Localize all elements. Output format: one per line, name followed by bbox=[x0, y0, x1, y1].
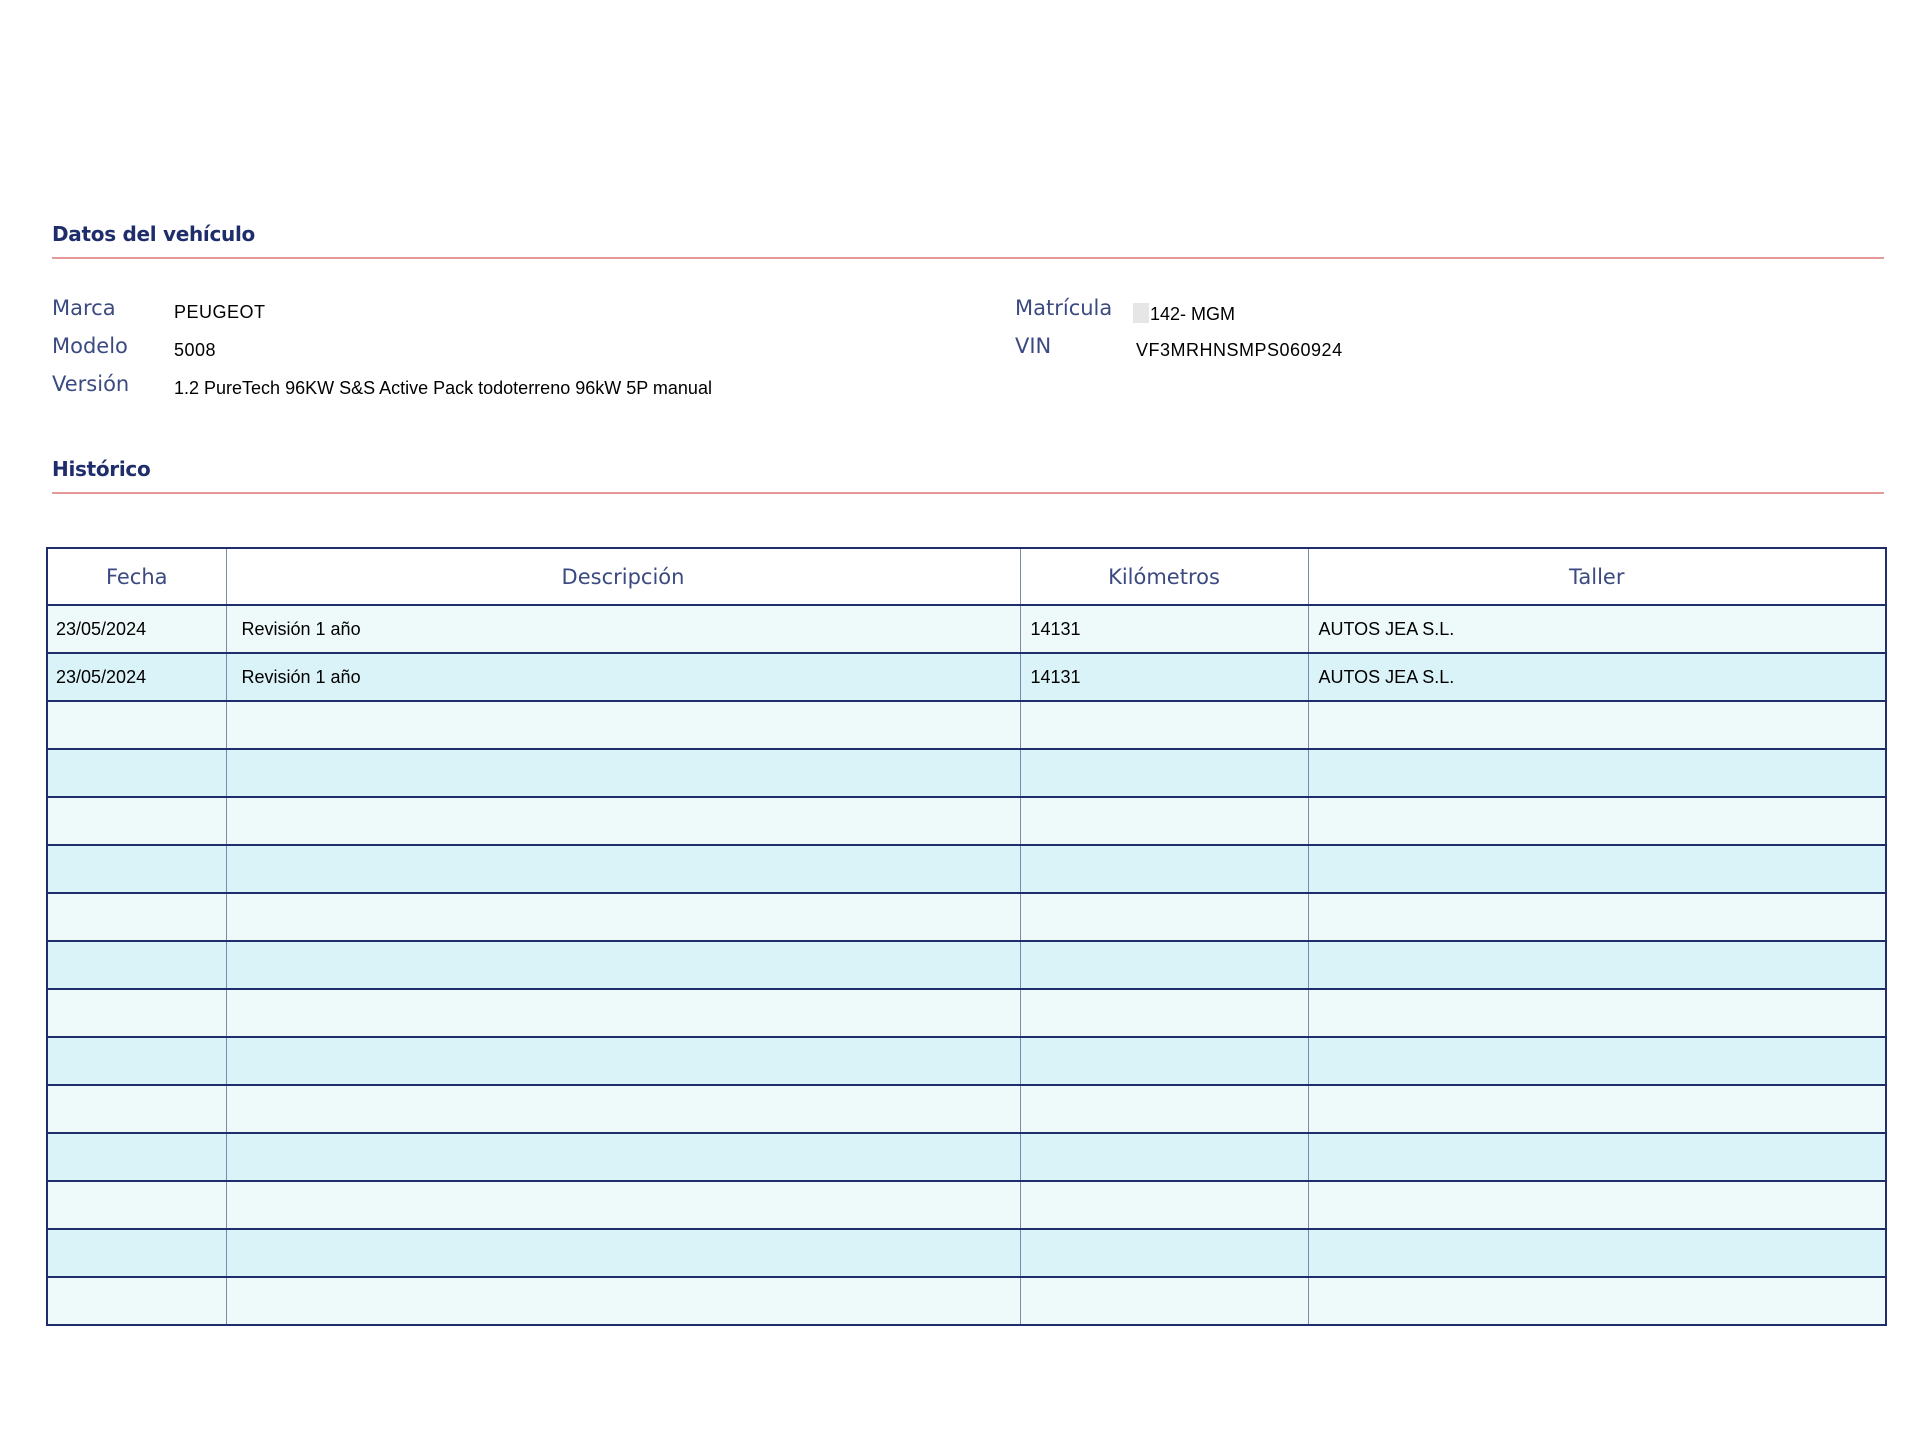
cell-descripcion bbox=[226, 1229, 1020, 1277]
cell-fecha bbox=[47, 1181, 226, 1229]
cell-taller bbox=[1308, 1085, 1886, 1133]
cell-fecha bbox=[47, 1037, 226, 1085]
cell-descripcion bbox=[226, 1037, 1020, 1085]
cell-fecha bbox=[47, 1277, 226, 1325]
cell-kilometros: 14131 bbox=[1020, 653, 1308, 701]
cell-descripcion bbox=[226, 797, 1020, 845]
cell-fecha: 23/05/2024 bbox=[47, 653, 226, 701]
table-row bbox=[47, 701, 1886, 749]
history-section-title: Histórico bbox=[52, 457, 151, 481]
cell-kilometros bbox=[1020, 1133, 1308, 1181]
cell-fecha bbox=[47, 701, 226, 749]
cell-taller bbox=[1308, 989, 1886, 1037]
cell-kilometros bbox=[1020, 845, 1308, 893]
cell-descripcion bbox=[226, 1133, 1020, 1181]
cell-kilometros bbox=[1020, 1037, 1308, 1085]
cell-kilometros bbox=[1020, 1277, 1308, 1325]
cell-taller bbox=[1308, 1181, 1886, 1229]
column-header-fecha: Fecha bbox=[47, 548, 226, 605]
matricula-label: Matrícula bbox=[1015, 296, 1113, 320]
cell-descripcion bbox=[226, 989, 1020, 1037]
cell-descripcion bbox=[226, 893, 1020, 941]
table-row bbox=[47, 749, 1886, 797]
vin-value: VF3MRHNSMPS060924 bbox=[1136, 340, 1343, 360]
cell-fecha bbox=[47, 845, 226, 893]
cell-descripcion bbox=[226, 749, 1020, 797]
cell-descripcion: Revisión 1 año bbox=[226, 605, 1020, 653]
cell-taller bbox=[1308, 749, 1886, 797]
modelo-value: 5008 bbox=[174, 340, 217, 360]
cell-fecha bbox=[47, 1229, 226, 1277]
cell-taller: AUTOS JEA S.L. bbox=[1308, 605, 1886, 653]
cell-kilometros bbox=[1020, 701, 1308, 749]
table-row bbox=[47, 1133, 1886, 1181]
table-row bbox=[47, 893, 1886, 941]
cell-kilometros bbox=[1020, 1229, 1308, 1277]
cell-fecha bbox=[47, 893, 226, 941]
column-header-taller: Taller bbox=[1308, 548, 1886, 605]
marca-label: Marca bbox=[52, 296, 116, 320]
vehicle-section-title: Datos del vehículo bbox=[52, 222, 255, 246]
vin-label: VIN bbox=[1015, 334, 1052, 358]
table-row bbox=[47, 1037, 1886, 1085]
table-row bbox=[47, 1085, 1886, 1133]
cell-descripcion: Revisión 1 año bbox=[226, 653, 1020, 701]
plate-redaction-mark bbox=[1133, 303, 1149, 323]
table-row bbox=[47, 989, 1886, 1037]
cell-descripcion bbox=[226, 1181, 1020, 1229]
column-header-descripcion: Descripción bbox=[226, 548, 1020, 605]
matricula-value: 142- MGM bbox=[1150, 304, 1236, 324]
cell-fecha bbox=[47, 749, 226, 797]
table-row bbox=[47, 797, 1886, 845]
marca-value: PEUGEOT bbox=[174, 302, 266, 322]
cell-fecha: 23/05/2024 bbox=[47, 605, 226, 653]
cell-taller bbox=[1308, 941, 1886, 989]
cell-taller: AUTOS JEA S.L. bbox=[1308, 653, 1886, 701]
table-row bbox=[47, 1277, 1886, 1325]
cell-taller bbox=[1308, 1037, 1886, 1085]
history-table-body bbox=[47, 605, 1886, 1325]
vehicle-section-divider bbox=[52, 257, 1884, 259]
cell-taller bbox=[1308, 1277, 1886, 1325]
cell-descripcion bbox=[226, 1277, 1020, 1325]
cell-descripcion bbox=[226, 845, 1020, 893]
cell-fecha bbox=[47, 1085, 226, 1133]
cell-fecha bbox=[47, 989, 226, 1037]
history-section-divider bbox=[52, 492, 1884, 494]
cell-kilometros bbox=[1020, 749, 1308, 797]
cell-kilometros bbox=[1020, 893, 1308, 941]
cell-kilometros bbox=[1020, 1085, 1308, 1133]
table-row bbox=[47, 605, 1886, 653]
table-row bbox=[47, 1229, 1886, 1277]
cell-kilometros bbox=[1020, 797, 1308, 845]
table-row bbox=[47, 941, 1886, 989]
cell-taller bbox=[1308, 893, 1886, 941]
cell-taller bbox=[1308, 1229, 1886, 1277]
cell-fecha bbox=[47, 797, 226, 845]
modelo-label: Modelo bbox=[52, 334, 128, 358]
cell-kilometros bbox=[1020, 1181, 1308, 1229]
cell-descripcion bbox=[226, 1085, 1020, 1133]
cell-kilometros bbox=[1020, 941, 1308, 989]
cell-fecha bbox=[47, 1133, 226, 1181]
version-label: Versión bbox=[52, 372, 130, 396]
cell-kilometros: 14131 bbox=[1020, 605, 1308, 653]
table-row bbox=[47, 653, 1886, 701]
cell-taller bbox=[1308, 797, 1886, 845]
column-header-kilometros: Kilómetros bbox=[1020, 548, 1308, 605]
table-row bbox=[47, 845, 1886, 893]
table-row bbox=[47, 1181, 1886, 1229]
cell-kilometros bbox=[1020, 989, 1308, 1037]
cell-taller bbox=[1308, 1133, 1886, 1181]
cell-taller bbox=[1308, 845, 1886, 893]
version-value: 1.2 PureTech 96KW S&S Active Pack todoterreno 96kW 5P manual bbox=[174, 378, 712, 398]
cell-fecha bbox=[47, 941, 226, 989]
cell-taller bbox=[1308, 701, 1886, 749]
cell-descripcion bbox=[226, 701, 1020, 749]
history-header-row bbox=[47, 548, 1886, 605]
history-table bbox=[46, 547, 1887, 1326]
cell-descripcion bbox=[226, 941, 1020, 989]
